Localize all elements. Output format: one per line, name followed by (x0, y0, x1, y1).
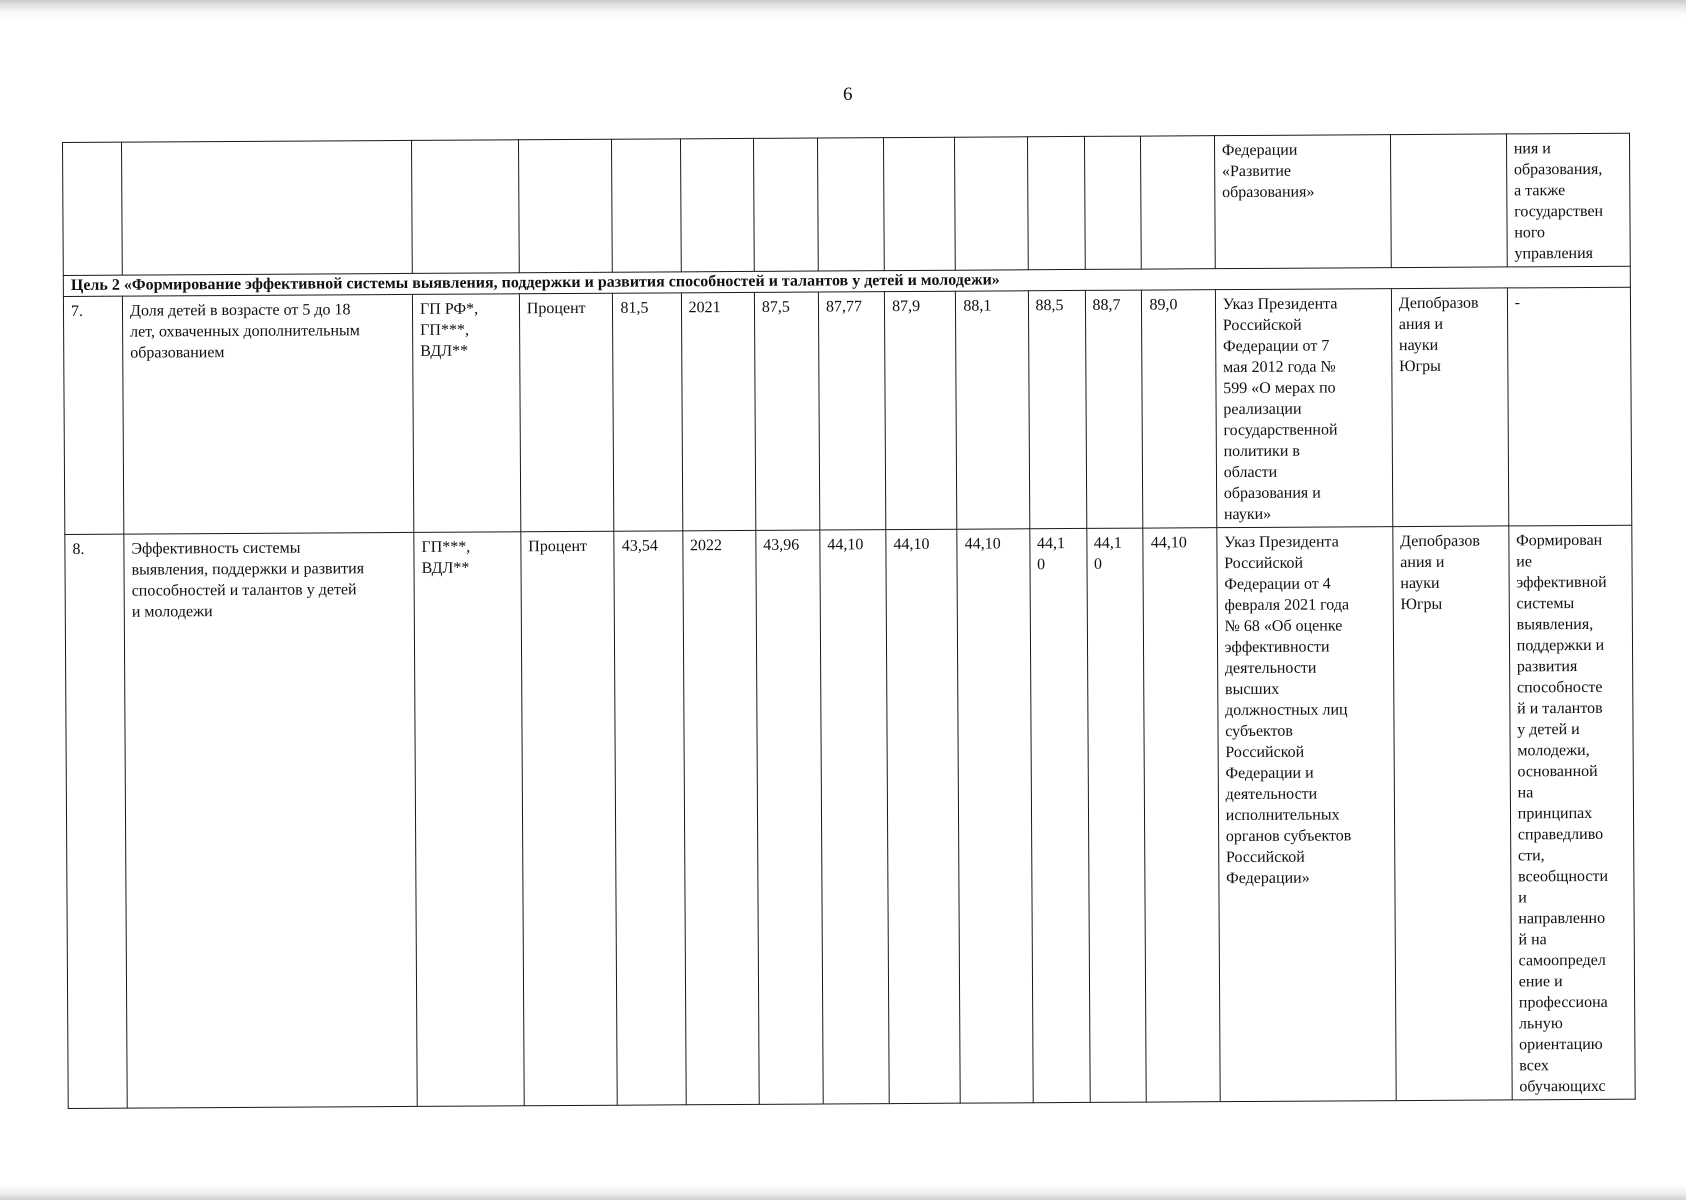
cell-responsible (1391, 288, 1508, 527)
cell-note (1506, 133, 1630, 267)
cell-unit: Процент (519, 293, 614, 532)
cell-value: 88,1 (956, 291, 1030, 529)
cell-value: 87,77 (818, 292, 886, 530)
value-text: 44,10 (1150, 534, 1187, 552)
value-text: 44,1 0 (1036, 535, 1065, 574)
cell-indicator (122, 294, 413, 534)
scan-edge-top (0, 0, 1686, 20)
legal-basis-text: Указ Президента Российской Федерации от 4 февраля 2021 года № 68 «Об оценке эффективности деятельности высших должностных лиц субъектов Российской Федерации и деятельности исполнительных органов субъектов Российской Федерации» (1224, 533, 1352, 888)
responsible-text: Депобразов ания и науки Югры (1398, 294, 1479, 376)
cell-value (756, 530, 823, 1104)
cell-value (1086, 528, 1146, 1102)
level-text: ГП***, ВДЛ** (421, 538, 471, 577)
page-number: 6 (843, 84, 853, 105)
cell-num: 7. (63, 296, 123, 534)
cell-base-year (680, 138, 754, 271)
cell-level (412, 294, 520, 533)
cell-unit (518, 139, 612, 273)
goal-heading: Цель 2 «Формирование эффективной системы выявления, поддержки и развития способностей и талантов у детей и молодежи» (63, 266, 1630, 296)
cell-value (817, 138, 884, 271)
cell-legal-basis (1214, 135, 1391, 269)
table-row (65, 525, 1635, 1108)
cell-note: - (1507, 287, 1632, 526)
level-text: ГП РФ*, ГП***, ВДЛ** (419, 300, 479, 360)
value-text: 44,10 (893, 535, 930, 554)
cell-value: 87,9 (884, 291, 957, 529)
indicators-table (62, 133, 1636, 1109)
note-text: Формирован ие эффективной системы выявления, поддержки и развития способносте й и талантов у детей и молодежи, основанной на принципах справедливо сти, всеобщности и направленно й на самоопредел ение и профессиона льную ориентацию всех обучающихс (1516, 531, 1609, 1096)
cell-base-value: 81,5 (613, 293, 683, 531)
cell-value (820, 530, 890, 1104)
cell-base-value: 43,54 (614, 531, 686, 1105)
table-row (63, 287, 1631, 534)
cell-indicator (122, 140, 413, 275)
cell-value (1084, 136, 1142, 269)
cell-value (886, 529, 961, 1103)
cell-unit: Процент (521, 531, 618, 1106)
legal-basis-text: Указ Президента Российской Федерации от 7 мая 2012 года № 599 «О мерах по реализации государственной политики в области образования и науки» (1222, 295, 1338, 524)
cell-legal-basis (1215, 289, 1392, 528)
responsible-text: Депобразов ания и науки Югры (1400, 532, 1480, 614)
indicator-text: Эффективность системы выявления, поддержки и развития способностей и талантов у детей и молодежи (131, 539, 365, 621)
cell-level (411, 140, 519, 274)
legal-basis-text: Федерации «Развитие образования» (1221, 141, 1315, 202)
cell-value: 89,0 (1142, 290, 1217, 528)
indicator-text: Доля детей в возрасте от 5 до 18 лет, охваченных дополнительным образованием (129, 301, 360, 362)
cell-note (1509, 525, 1636, 1100)
value-text: 43,96 (763, 536, 800, 554)
scan-edge-bottom (0, 1184, 1686, 1200)
cell-indicator (124, 532, 417, 1108)
cell-num (63, 142, 123, 275)
cell-value: 88,5 (1028, 290, 1086, 528)
cell-level (414, 532, 524, 1107)
cell-value (1029, 528, 1089, 1102)
cell-num: 8. (65, 534, 127, 1108)
note-text: ния и образования, а также государствен ного управления (1513, 140, 1604, 263)
cell-responsible (1393, 526, 1512, 1101)
cell-base-value (612, 139, 681, 272)
cell-value (1141, 136, 1215, 269)
cell-value (884, 137, 956, 270)
continuation-row (63, 133, 1631, 275)
cell-value (753, 138, 818, 271)
cell-value: 88,7 (1085, 290, 1143, 528)
cell-responsible (1390, 134, 1507, 268)
value-text: 44,10 (827, 536, 864, 554)
cell-value (955, 137, 1028, 270)
cell-value (1143, 528, 1220, 1102)
value-text: 44,10 (964, 535, 1001, 553)
cell-value (1027, 136, 1085, 269)
cell-base-year: 2021 (681, 292, 756, 530)
cell-value: 87,5 (754, 292, 820, 530)
value-text: 44,1 0 (1093, 534, 1122, 573)
cell-base-year: 2022 (682, 530, 759, 1104)
cell-legal-basis (1217, 527, 1396, 1102)
cell-value (957, 529, 1033, 1103)
